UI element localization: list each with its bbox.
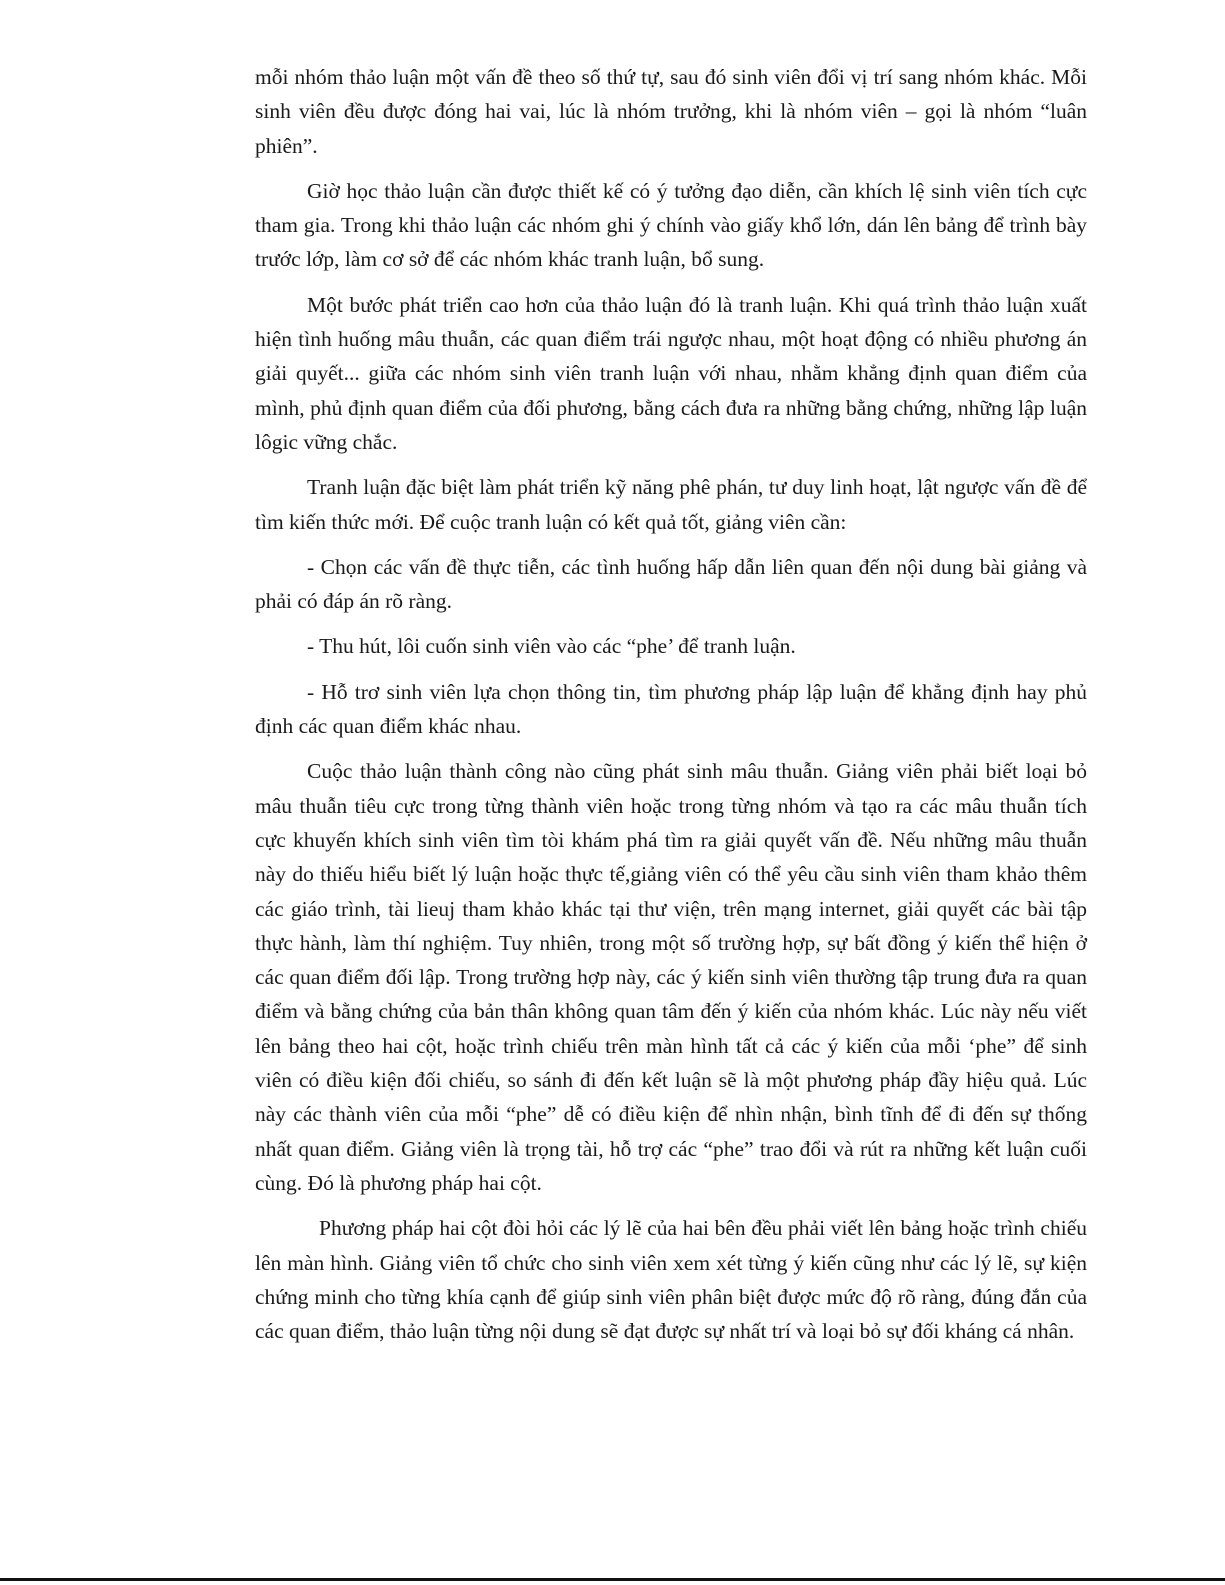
list-item-1: - Chọn các vấn đề thực tiễn, các tình huống hấp dẫn liên quan đến nội dung bài giảng và phải có đáp án rõ ràng. (255, 554, 1087, 614)
list-item-3: - Hỗ trơ sinh viên lựa chọn thông tin, tìm phương pháp lập luận để khẳng định hay phủ định các quan điểm khác nhau. (255, 679, 1087, 739)
paragraph-2: Giờ học thảo luận cần được thiết kế có ý tưởng đạo diễn, cần khích lệ sinh viên tích cực tham gia. Trong khi thảo luận các nhóm ghi ý chính vào giấy khổ lớn, dán lên bảng để trình bày trước lớp, làm cơ sở để các nhóm khác tranh luận, bổ sung. (255, 178, 1087, 272)
paragraph-3: Một bước phát triển cao hơn của thảo luận đó là tranh luận. Khi quá trình thảo luận xuất hiện tình huống mâu thuẫn, các quan điểm trái ngược nhau, một hoạt động có nhiều phương án giải quyết... giữa các nhóm sinh viên tranh luận với nhau, nhằm khẳng định quan điểm của mình, phủ định quan điểm của đối phương, bằng cách đưa ra những bằng chứng, những lập luận lôgic vững chắc. (255, 292, 1087, 454)
paragraph-6: Phương pháp hai cột đòi hỏi các lý lẽ của hai bên đều phải viết lên bảng hoặc trình chiếu lên màn hình. Giảng viên tổ chức cho sinh viên xem xét từng ý kiến cũng như các lý lẽ, sự kiện chứng minh cho từng khía cạnh để giúp sinh viên phân biệt được mức độ rõ ràng, đúng đắn của các quan điểm, thảo luận từng nội dung sẽ đạt được sự nhất trí và loại bỏ sự đối kháng cá nhân. (255, 1216, 1087, 1344)
body-text (255, 60, 1087, 1359)
bottom-border-line (0, 1578, 1225, 1581)
paragraph-4: Tranh luận đặc biệt làm phát triển kỹ năng phê phán, tư duy linh hoạt, lật ngược vấn đề để tìm kiến thức mới. Để cuộc tranh luận có kết quả tốt, giảng viên cần: (255, 475, 1087, 534)
paragraph-5: Cuộc thảo luận thành công nào cũng phát sinh mâu thuẫn. Giảng viên phải biết loại bỏ mâu thuẫn tiêu cực trong từng thành viên hoặc trong từng nhóm và tạo ra các mâu thuẫn tích cực khuyến khích sinh viên tìm tòi khám phá tìm ra giải quyết vấn đề. Nếu những mâu thuẫn này do thiếu hiểu biết lý luận hoặc thực tế,giảng viên có thể yêu cầu sinh viên tham khảo thêm các giáo trình, tài lieuj tham khảo khác tại thư viện, trên mạng internet, giải quyết các bài tập thực hành, làm thí nghiệm. Tuy nhiên, trong một số trường hợp, sự bất đồng ý kiến thể hiện ở các quan điểm đối lập. Trong trường hợp này, các ý kiến sinh viên thường tập trung đưa ra quan điểm và bằng chứng của bản thân không quan tâm đến ý kiến của nhóm khác. Lúc này nếu viết lên bảng theo hai cột, hoặc trình chiếu trên màn hình tất cả các ý kiến của mỗi ‘phe” để sinh viên có điều kiện đối chiếu, so sánh đi đến kết luận sẽ là một phương pháp đầy hiệu quả. Lúc này các thành viên của mỗi “phe” dễ có điều kiện để nhìn nhận, bình tĩnh để đi đến sự thống nhất quan điểm. Giảng viên là trọng tài, hỗ trợ các “phe” trao đổi và rút ra những kết luận cuối cùng. Đó là phương pháp hai cột. (255, 759, 1087, 1195)
paragraph-1: mỗi nhóm thảo luận một vấn đề theo số thứ tự, sau đó sinh viên đổi vị trí sang nhóm khác. Mỗi sinh viên đều được đóng hai vai, lúc là nhóm trưởng, khi là nhóm viên – gọi là nhóm “luân phiên”. (255, 65, 1087, 158)
list-item-2: - Thu hút, lôi cuốn sinh viên vào các “phe’ để tranh luận. (307, 634, 796, 659)
